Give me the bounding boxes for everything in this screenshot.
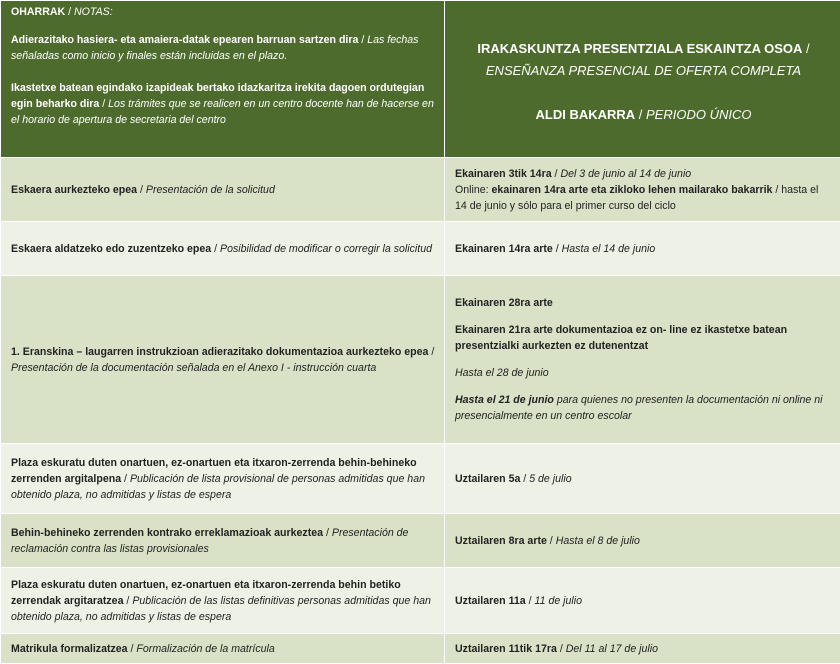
date-eu: Uztailaren 11a	[455, 595, 526, 607]
row-date: Uztailaren 8ra arte / Hasta el 8 de julio	[445, 514, 840, 568]
period-title-es: PERIODO ÚNICO	[646, 107, 751, 122]
row-label-eu: Eskaera aurkezteko epea	[11, 184, 137, 196]
table-row	[1, 276, 840, 444]
row-label: 1. Eranskina – laugarren instrukzioan adierazitako dokumentazioa aurkezteko epea / Presentación de la documentación señalada en el Anexo I - instrucción cuarta	[1, 276, 445, 444]
date-es: Hasta el 8 de julio	[556, 535, 640, 547]
row-date: Ekainaren 14ra arte / Hasta el 14 de junio	[445, 222, 840, 276]
notes-title-eu: OHARRAK	[11, 6, 65, 18]
date-eu: Uztailaren 11tik 17ra	[455, 643, 557, 655]
row-label: Plaza eskuratu duten onartuen, ez-onartuen eta itxaron-zerrenda behin-behineko zerrenden argitalpena / Publicación de lista provisional de personas admitidas que han obtenido plaza, no admitidas y listas de espera	[1, 444, 445, 514]
row-label-es: Presentación de la solicitud	[146, 184, 275, 196]
online-eu: ekainaren 14ra arte eta zikloko lehen mailarako bakarrik	[492, 184, 773, 196]
note-1-eu: Adierazitako hasiera- eta amaiera-datak epearen barruan sartzen dira	[11, 34, 358, 46]
period-title: ALDI BAKARRA / PERIODO ÚNICO	[455, 104, 832, 126]
table-row	[1, 568, 840, 634]
date-line-4-rest: para quienes no presenten la documentación ni online ni presencialmente en un centro escolar	[455, 394, 823, 422]
date-eu: Ekainaren 3tik 14ra	[455, 168, 552, 180]
period-title-eu: ALDI BAKARRA	[536, 107, 636, 122]
date-eu: Ekainaren 14ra arte	[455, 243, 553, 255]
date-line-4-bold: Hasta el 21 de junio	[455, 394, 554, 406]
row-label: Eskaera aldatzeko edo zuzentzeko epea / Posibilidad de modificar o corregir la solicitud	[1, 222, 445, 276]
date-eu: Uztailaren 8ra arte	[455, 535, 547, 547]
header-row	[1, 1, 840, 158]
offer-title-es: ENSEÑANZA PRESENCIAL DE OFERTA COMPLETA	[486, 63, 801, 78]
offer-title-eu: IRAKASKUNTZA PRESENTZIALA ESKAINTZA OSOA	[477, 41, 802, 56]
table-row	[1, 444, 840, 514]
row-date: Ekainaren 3tik 14ra / Del 3 de junio al 14 de junio Online: ekainaren 14ra arte eta zikloko lehen mailarako bakarrik / hasta el 14 de junio y sólo para el primer curso del ciclo	[445, 158, 840, 222]
row-label-es: Formalización de la matrícula	[136, 643, 274, 655]
date-eu: Uztailaren 5a	[455, 473, 520, 485]
row-label: Eskaera aurkezteko epea / Presentación de la solicitud	[1, 158, 445, 222]
table-row	[1, 222, 840, 276]
online-es: hasta el 14 de junio y sólo para el primer curso del ciclo	[455, 184, 818, 212]
date-line-3: Hasta el 28 de junio	[455, 367, 549, 379]
date-es: 5 de julio	[529, 473, 571, 485]
note-1: Adierazitako hasiera- eta amaiera-datak epearen barruan sartzen dira / Las fechas señaladas como inicio y finales están incluidas en el plazo.	[11, 32, 436, 64]
date-es: Del 3 de junio al 14 de junio	[560, 168, 691, 180]
date-line-2: Ekainaren 21ra arte dokumentazioa ez on- line ez ikastetxe batean presentzialki aurkezten ez dutenentzat	[455, 324, 787, 352]
row-date: Uztailaren 11a / 11 de julio	[445, 568, 840, 634]
offer-title: IRAKASKUNTZA PRESENTZIALA ESKAINTZA OSOA /	[455, 38, 832, 60]
row-date: Uztailaren 11tik 17ra / Del 11 al 17 de julio	[445, 634, 840, 664]
notes-title-es: NOTAS:	[74, 6, 113, 18]
table-row	[1, 158, 840, 222]
row-label-eu: Matrikula formalizatzea	[11, 643, 128, 655]
row-label-eu: 1. Eranskina – laugarren instrukzioan adierazitako dokumentazioa aurkezteko epea	[11, 346, 428, 358]
row-label-eu: Plaza eskuratu duten onartuen, ez-onartuen eta itxaron-zerrenda behin betiko zerrendak argitaratzea	[11, 579, 401, 607]
row-label-eu: Eskaera aldatzeko edo zuzentzeko epea	[11, 243, 211, 255]
offer-cell	[445, 1, 840, 158]
row-date	[445, 276, 840, 444]
row-label-eu: Behin-behineko zerrenden kontrako erreklamazioak aurkeztea	[11, 527, 323, 539]
row-label: Behin-behineko zerrenden kontrako erreklamazioak aurkeztea / Presentación de reclamación contra las listas provisionales	[1, 514, 445, 568]
row-label: Matrikula formalizatzea / Formalización de la matrícula	[1, 634, 445, 664]
note-1-es: Las fechas señaladas como inicio y finales están incluidas en el plazo.	[11, 34, 418, 62]
note-2: Ikastetxe batean egindako izapideak bertako idazkaritza irekita dagoen ordutegian egin beharko dira / Los trámites que se realicen en un centro docente han de hacerse en el horario de apertura de secretaria del centro	[11, 80, 436, 128]
row-label-es: Publicación de lista provisional de personas admitidas que han obtenido plaza, no admitidas y listas de espera	[11, 473, 425, 501]
row-label-es: Presentación de reclamación contra las listas provisionales	[11, 527, 408, 555]
row-label-es: Presentación de la documentación señalada en el Anexo I - instrucción cuarta	[11, 362, 376, 374]
date-es: Hasta el 14 de junio	[562, 243, 656, 255]
table-row	[1, 634, 840, 664]
row-label-es: Publicación de las listas definitivas personas admitidas que han obtenido plaza, no admitidas y listas de espera	[11, 595, 431, 623]
row-label-eu: Plaza eskuratu duten onartuen, ez-onartuen eta itxaron-zerrenda behin-behineko zerrenden argitalpena	[11, 457, 417, 485]
date-es: 11 de julio	[535, 595, 583, 607]
online-prefix: Online:	[455, 184, 489, 196]
notes-cell: OHARRAK / NOTAS: Adierazitako hasiera- eta amaiera-datak epearen barruan sartzen dira / Las fechas señaladas como inicio y finales están incluidas en el plazo. Ikastetxe batean egindako izapideak bertako idazkaritza irekita dagoen ordutegian egin beharko dira / Los trámites que se realicen en un centro docente han de hacerse en el horario de apertura de secretaria del centro	[1, 1, 445, 158]
date-es: Del 11 al 17 de julio	[566, 643, 658, 655]
note-2-eu: Ikastetxe batean egindako izapideak bertako idazkaritza irekita dagoen ordutegian egin beharko dira	[11, 82, 424, 110]
table-row	[1, 514, 840, 568]
row-label-es: Posibilidad de modificar o corregir la solicitud	[220, 243, 432, 255]
date-line-1: Ekainaren 28ra arte	[455, 297, 553, 309]
row-date: Uztailaren 5a / 5 de julio	[445, 444, 840, 514]
row-label: Plaza eskuratu duten onartuen, ez-onartuen eta itxaron-zerrenda behin betiko zerrendak argitaratzea / Publicación de las listas definitivas personas admitidas que han obtenido plaza, no admitidas y listas de espera	[1, 568, 445, 634]
note-2-es: Los trámites que se realicen en un centro docente han de hacerse en el horario de apertura de secretaria del centro	[11, 98, 434, 126]
